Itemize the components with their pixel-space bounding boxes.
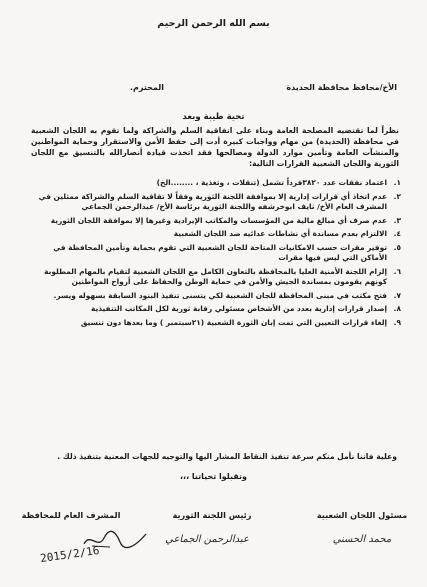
committees-head-name: محمد الحسني [332, 534, 392, 545]
item-text: فتح مكتب في مبنى المحافظة للجان الشعبية لكي يتسنى تنفيذ البنود السابقة بسهوله ويسر. [53, 290, 387, 300]
item-number: ٧. [393, 290, 401, 300]
list-item [29, 291, 401, 302]
list-item [29, 243, 401, 264]
item-number: ٨. [393, 304, 401, 313]
item-text: عدم صرف أي مبالغ مالية من المؤسسات والمكاتب الإيرادية وغيرها إلا بموافقة اللجان الثورية [50, 215, 387, 225]
greeting: تحية طيبة وبعد [182, 112, 245, 122]
honorific: المحترم. [130, 83, 165, 92]
signature-date: 2015/2/16 [39, 543, 101, 566]
item-text: عدم اتخاذ أي قرارات إدارية إلا بموافقة اللجنة الثورية وفقاً لا تفاقية السلم والشراكة ممثلين في المشرف العام الأخ/ نايف ابوخرشفه واللجنة الثورية برئاسة الأخ/ عبدالرحمن الجماعي [38, 191, 387, 211]
item-text: توفير مقرات حسب الامكانيات المتاحة للجان الشعبية التي تقوم بحماية وتأمين المحافظة في الأماكن التي ليس فيها مقرات [53, 242, 387, 262]
item-number: ٦. [393, 266, 401, 276]
general-supervisor-title: المشرف العام للمحافظة [21, 510, 121, 520]
thanks-line: وتقبلوا تحياتنا ،،، [179, 472, 248, 481]
revolution-head-title: رئيس اللجنة الثورية [172, 510, 252, 520]
item-text: إلزام اللجنة الأمنية العليا بالمحافظة بالتعاون الكامل مع اللجان الشعبية لتقيام بالمهام المطلوبة كونهم يقومون بمساندة الجيش والأمن في حماية الوطن والحفاظ على أرواح المواطنين [44, 266, 387, 286]
item-text: إلغاء قرارات التعيين التي تمت إبان الثورة الشعبية (٢١سبتمبر ) وما بعدها دون تنسيق [80, 317, 387, 327]
list-item [29, 178, 401, 189]
item-text: إصدار قرارات إدارية بعدد من الأشخاص مسئولي رقابة ثورية لكل المكاتب التنفيذية [90, 304, 387, 313]
item-number: ٤. [393, 229, 401, 238]
list-item [29, 304, 401, 315]
item-text: الالتزام بعدم مساندة أي نشاطات عدائيه ضد اللجان الشعبية [173, 229, 387, 238]
list-item [29, 267, 401, 288]
item-number: ٩. [393, 317, 401, 327]
list-item [29, 229, 401, 240]
closing-paragraph: وعلية فاننا نأمل منكم سرعة تنفيذ النقاط المشار اليها والتوجيه للجهات المعنية بتنفيذ ذلك . [57, 452, 397, 461]
item-number: ٢. [393, 191, 401, 201]
list-item [29, 318, 401, 329]
addressee: الأخ/محافظ محافظة الحديدة [286, 83, 397, 92]
intro-paragraph: نظراً لما تقتضيه المصلحة العامة وبناء على اتفاقية السلم والشراكة ولما تقوم به اللجان الشعبية في محافظة (الحديدة) من مهام وواجبات كبيرة أدت إلى حفظ الأمن والاستقرار وحماية المواطنين والمنشآت العامة وتأمين موارد الدولة ومصالحها فقد اتخذت قيادة أنصارالله بالتنسيق مع اللجان الثورية واللجان الشعبية القرارات التالية: [31, 126, 399, 168]
revolution-head-name: عبدالرحمن الجماعي [165, 534, 249, 545]
committees-head-title: مسئول اللجان الشعبية [316, 510, 408, 520]
list-item [29, 192, 401, 213]
list-item [29, 216, 401, 227]
item-number: ١. [393, 178, 401, 187]
decisions-list [29, 178, 401, 331]
item-number: ٣. [393, 215, 401, 225]
item-number: ٥. [393, 242, 401, 252]
item-text: اعتماد نفقات عدد ٣٨٢٠فرداً تشمل (تنقلات ، وتغذية ، ........الخ) [156, 178, 387, 187]
basmala: بسم الله الرحمن الرحيم [157, 18, 270, 29]
